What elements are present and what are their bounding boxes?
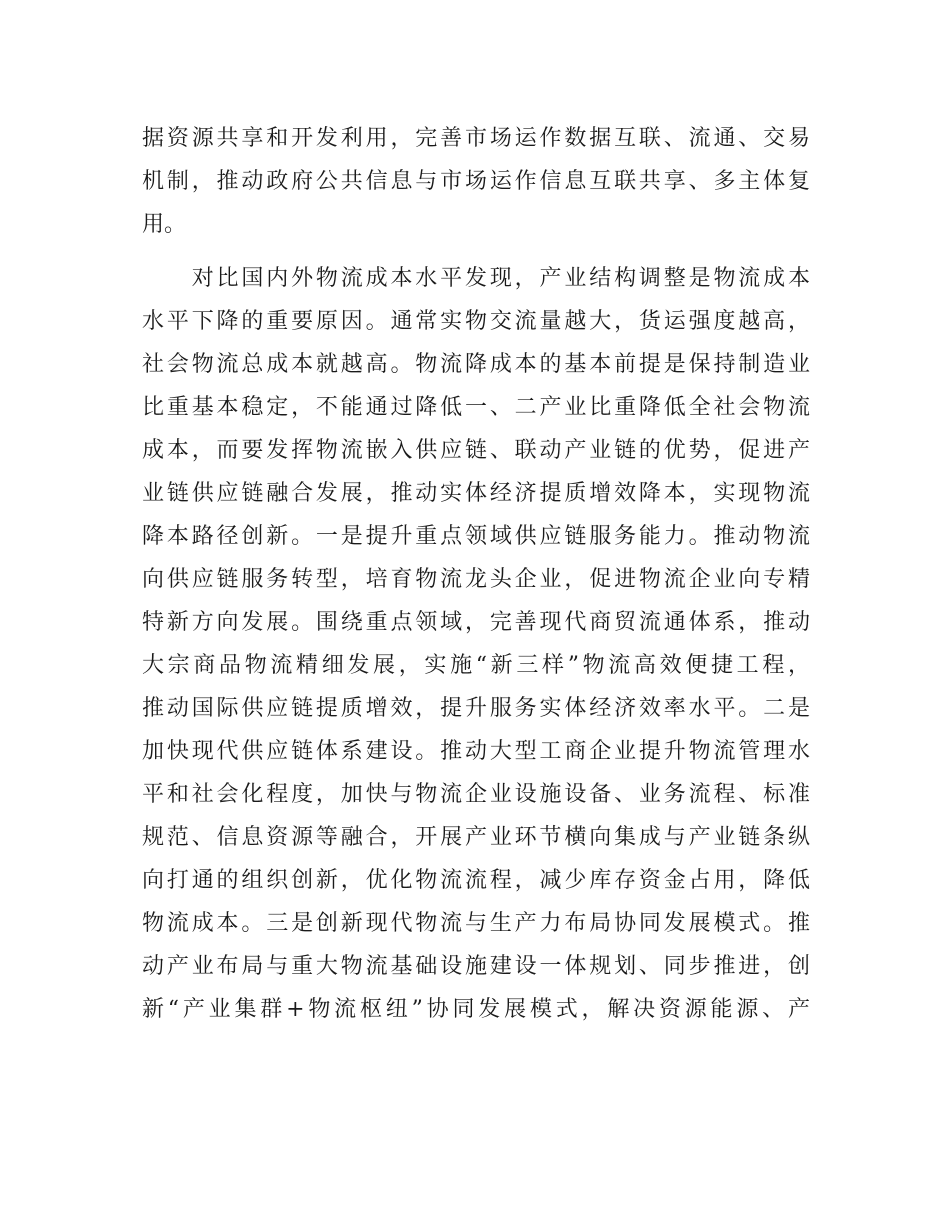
- text-line: 物流成本。三是创新现代物流与生产力布局协同发展模式。推: [142, 911, 810, 936]
- text-line: 平和社会化程度，加快与物流企业设施设备、业务流程、标准: [142, 782, 810, 807]
- text-line: 动产业布局与重大物流基础设施建设一体规划、同步推进，创: [142, 954, 810, 979]
- text-line: 新“产业集群+物流枢纽”协同发展模式，解决资源能源、产: [142, 997, 810, 1022]
- text-line: 对比国内外物流成本水平发现，产业结构调整是物流成本: [142, 266, 810, 291]
- text-line: 成本，而要发挥物流嵌入供应链、联动产业链的优势，促进产: [142, 438, 810, 463]
- text-line: 推动国际供应链提质增效，提升服务实体经济效率水平。二是: [142, 696, 810, 721]
- paragraph-1: [142, 117, 810, 246]
- text-line: 社会物流总成本就越高。物流降成本的基本前提是保持制造业: [142, 352, 810, 377]
- text-line: 规范、信息资源等融合，开展产业环节横向集成与产业链条纵: [142, 825, 810, 850]
- text-line: 特新方向发展。围绕重点领域，完善现代商贸流通体系，推动: [142, 610, 810, 635]
- text-line: 据资源共享和开发利用，完善市场运作数据互联、流通、交易: [142, 126, 810, 151]
- paragraph-2: [142, 257, 810, 1031]
- text-line: 业链供应链融合发展，推动实体经济提质增效降本，实现物流: [142, 481, 810, 506]
- text-line: 降本路径创新。一是提升重点领域供应链服务能力。推动物流: [142, 524, 810, 549]
- text-line: 水平下降的重要原因。通常实物交流量越大，货运强度越高，: [142, 309, 810, 334]
- text-line: 用。: [142, 212, 187, 237]
- text-line: 比重基本稳定，不能通过降低一、二产业比重降低全社会物流: [142, 395, 810, 420]
- text-line: 机制，推动政府公共信息与市场运作信息互联共享、多主体复: [142, 169, 810, 194]
- text-line: 大宗商品物流精细发展，实施“新三样”物流高效便捷工程，: [142, 653, 810, 678]
- text-line: 向打通的组织创新，优化物流流程，减少库存资金占用，降低: [142, 868, 810, 893]
- text-line: 向供应链服务转型，培育物流龙头企业，促进物流企业向专精: [142, 567, 810, 592]
- text-line: 加快现代供应链体系建设。推动大型工商企业提升物流管理水: [142, 739, 810, 764]
